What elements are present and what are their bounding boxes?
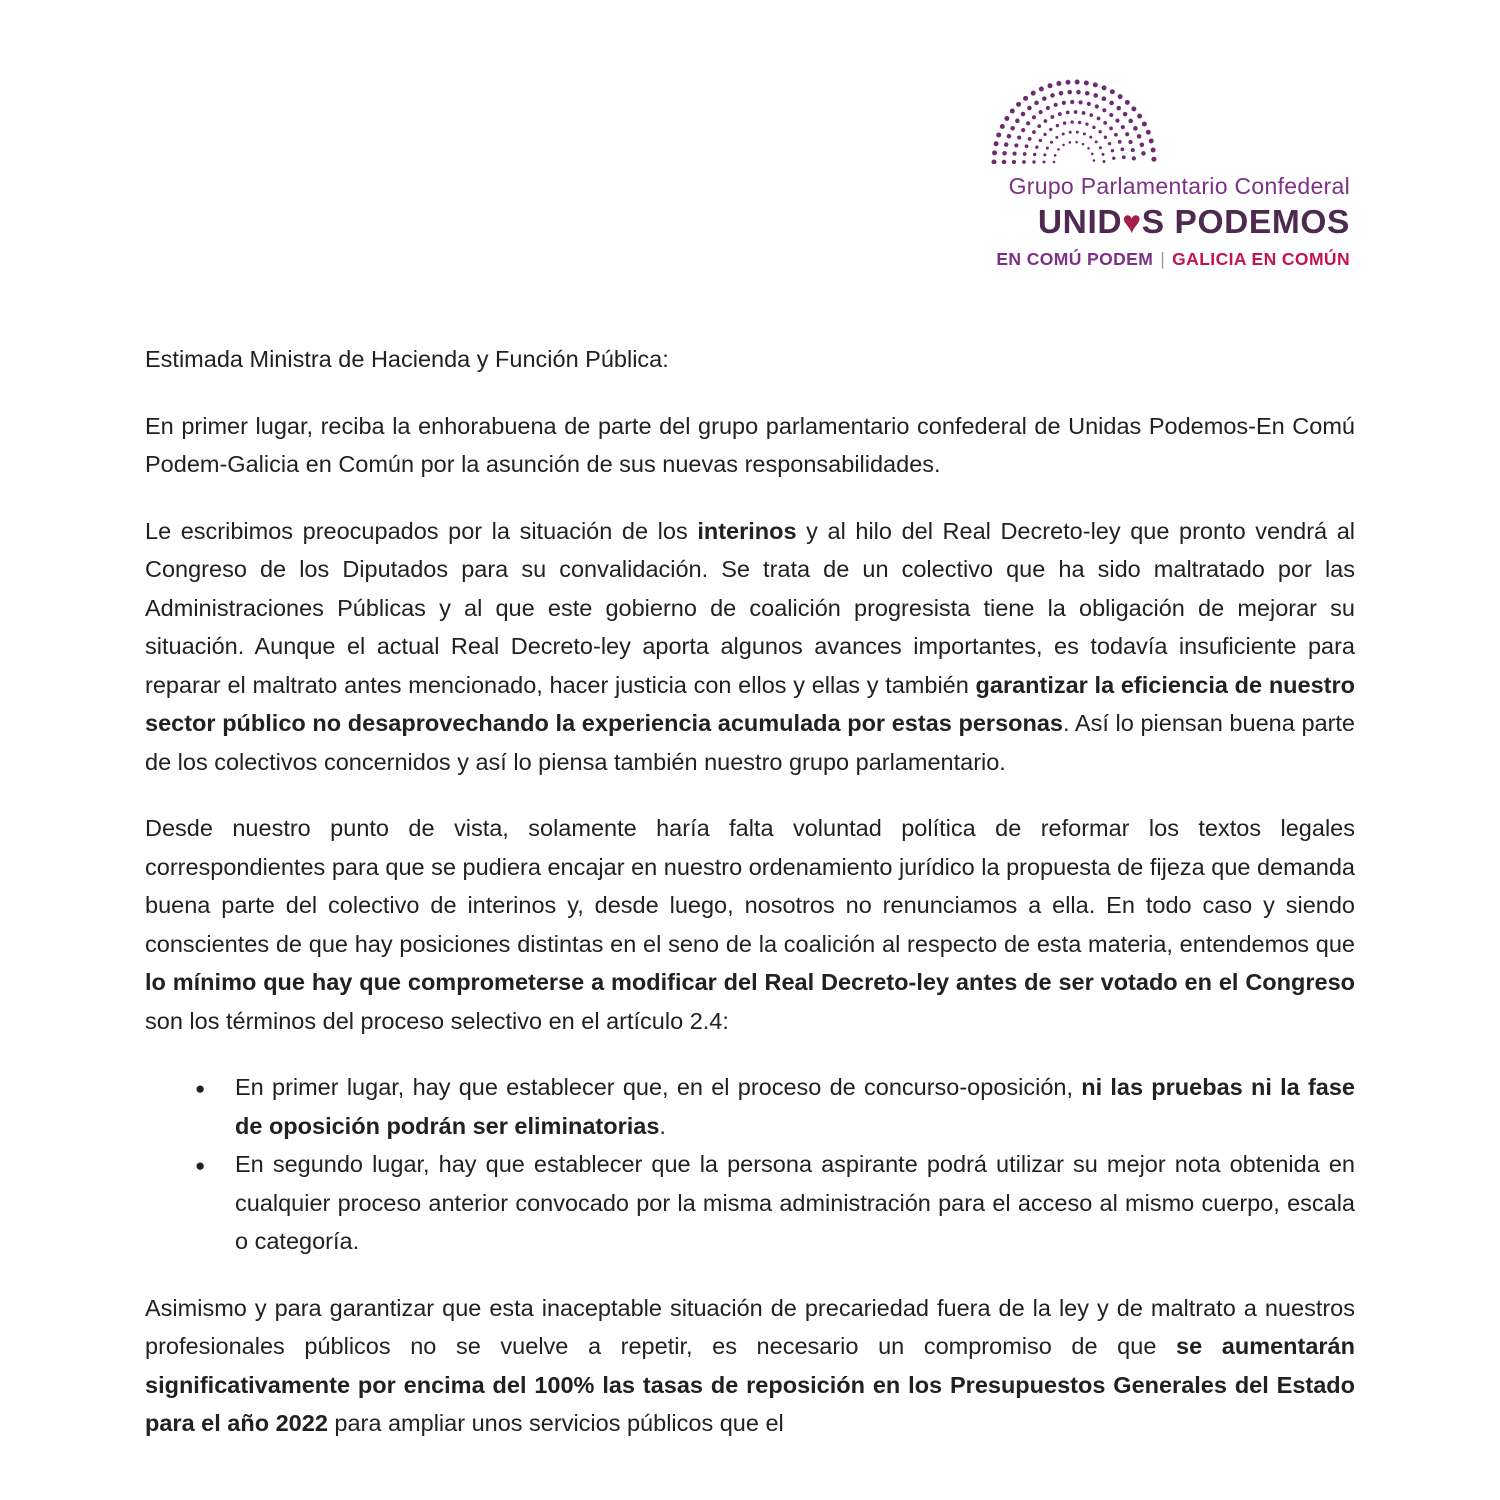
paragraph-fijeza (145, 809, 1355, 1040)
logo-wordmark (920, 205, 1350, 242)
heart-icon: ♥ (1122, 204, 1142, 241)
paragraph-interinos (145, 512, 1355, 782)
text-segment: . (659, 1112, 666, 1139)
wordmark-unid: UNID (1037, 204, 1123, 242)
text-segment: En segundo lugar, hay que establecer que la persona aspirante podrá utilizar su mejor nota obtenida en cualquier proceso anterior convocado por la misma administración para el acceso al mismo cuerpo, escala o categoría. (235, 1151, 1355, 1254)
text-segment: Asimismo y para garantizar que esta inaceptable situación de precariedad fuera de la ley y de maltrato a nuestros profesionales públicos no se vuelve a repetir, es necesario un compromiso de que (145, 1294, 1355, 1359)
paragraph-congratulations (145, 407, 1355, 484)
paragraph-tasas-reposicion (145, 1289, 1355, 1443)
text-segment: En primer lugar, hay que establecer que, en el proceso de concurso-oposición, (235, 1074, 1082, 1100)
podemos-arch-logo (990, 64, 1158, 164)
logo-block (920, 64, 1350, 269)
logo-galicia-en-comun: GALICIA EN COMÚN (1172, 249, 1350, 270)
text-segment: y al hilo del Real Decreto-ley que pronto vendrá al Congreso de los Diputados para su convalidación. Se trata de un colectivo que ha sido maltratado por las Administraciones Públicas y al que este gobierno de coalición progresista tiene la obligación de mejorar su situación. Aunque el actual Real Decreto-ley aporta algunos avances importantes, es todavía insuficiente para reparar el maltrato antes mencionado, hacer justicia con ellos y ellas y también (145, 517, 1355, 698)
letter-body (145, 340, 1355, 1471)
logo-separator: | (1160, 249, 1166, 270)
text-segment: se aumentarán significativamente por encima del 100% las tasas de reposición en los Presupuestos Generales del Estado para el año 2022 (145, 1333, 1355, 1436)
text-segment: son los términos del proceso selectivo en el artículo 2.4: (145, 1007, 729, 1034)
logo-arch-row (920, 64, 1350, 164)
text-segment: lo mínimo que hay que comprometerse a modificar del Real Decreto-ley antes de ser votado en el Congreso (145, 969, 1355, 995)
wordmark-s-podemos: S PODEMOS (1141, 204, 1350, 242)
text-segment: interinos (697, 517, 797, 544)
text-segment: En primer lugar, reciba la enhorabuena de parte del grupo parlamentario confederal de Unidas Podemos-En Comú Podem-Galicia en Común por la asunción de sus nuevas responsabilidades. (145, 412, 1355, 477)
text-segment: Estimada Ministra de Hacienda y Función Pública: (145, 346, 669, 372)
text-segment: . Así lo piensan buena parte de los colectivos concernidos y así lo piensa también nuestro grupo parlamentario. (145, 710, 1356, 775)
logo-group-name: Grupo Parlamentario Confederal (1008, 173, 1350, 199)
text-segment: garantizar la eficiencia de nuestro sector público no desaprovechando la experiencia acumulada por estas personas (145, 671, 1355, 736)
text-segment: Desde nuestro punto de vista, solamente haría falta voluntad política de reformar los textos legales correspondientes para que se pudiera encajar en nuestro ordenamiento jurídico la propuesta de fijeza que demanda buena parte del colectivo de interinos y, desde luego, nosotros no renunciamos a ella. En todo caso y siendo conscientes de que hay posiciones distintas en el seno de la coalición al respecto de esta materia, entendemos que (145, 815, 1355, 957)
text-segment: Le escribimos preocupados por la situación de los (145, 517, 698, 544)
logo-en-comu-podem: EN COMÚ PODEM (996, 249, 1154, 270)
text-segment: ni las pruebas ni la fase de oposición podrán ser eliminatorias (235, 1074, 1355, 1139)
text-segment: para ampliar unos servicios públicos que el (327, 1410, 784, 1436)
list-item-mejor-nota (235, 1145, 1355, 1261)
logo-coalition-line (920, 250, 1350, 269)
demands-list (145, 1068, 1355, 1261)
arch-dotted-arcs (994, 82, 1154, 162)
list-item-concurso-oposicion (235, 1068, 1355, 1145)
salutation (145, 340, 1355, 379)
